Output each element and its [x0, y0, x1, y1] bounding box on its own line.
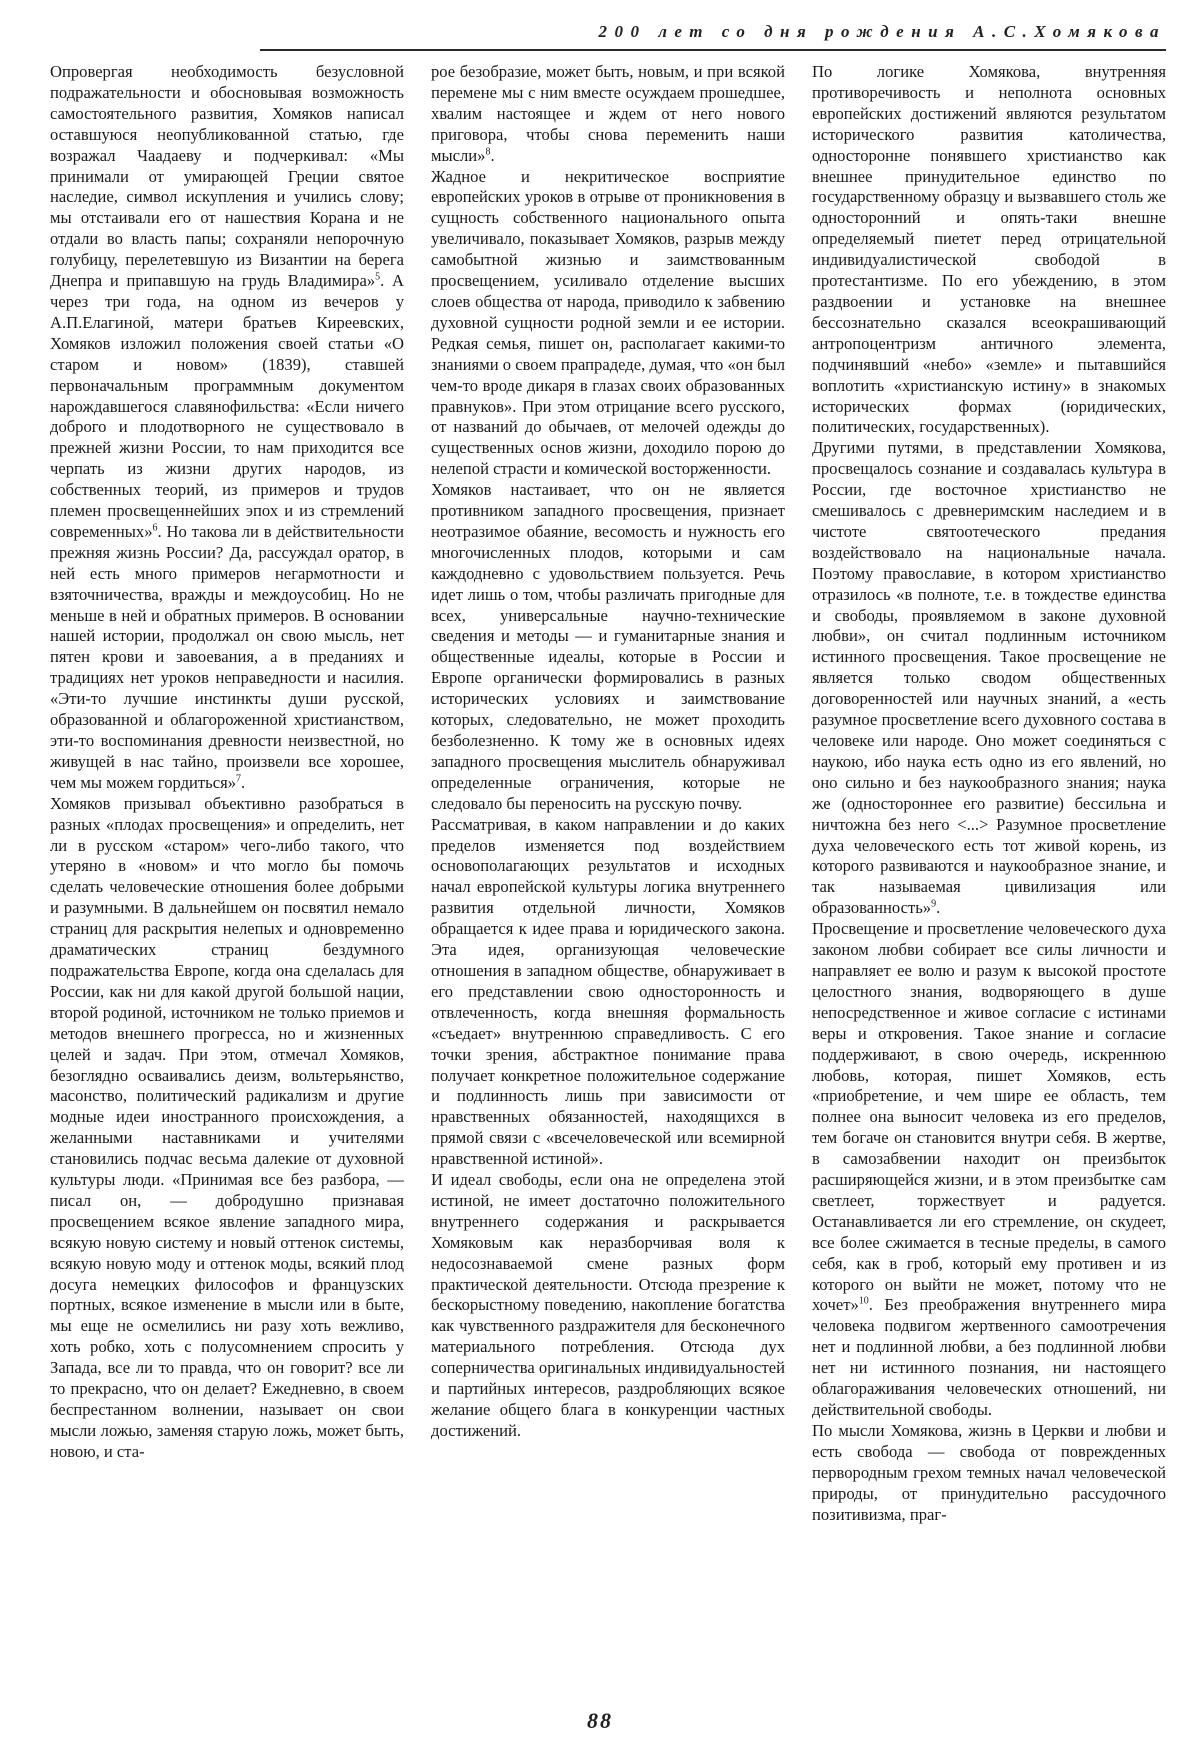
- paragraph: По логике Хомякова, внутренняя противоречивость и неполнота основных европейских достижений являются результатом исторического развития католичества, односторонне понявшего христианство как внешнее принудительное единство по государственному образцу и вызвавшего столь же односторонний и опять-таки внешне определяемый пиетет перед отрицательной индивидуалистической свободой в протестантизме. По его убеждению, в этом раздвоении и установке на внешнее бессознательно сказался всеокрашивающий антропоцентризм античного элемента, подчинявший «небо» «земле» и пытавшийся воплотить «христианскую истину» в знакомых исторических формах (юридических, политических, государственных).: [812, 62, 1166, 437]
- paragraph: Рассматривая, в каком направлении и до каких пределов изменяется под воздействием основополагающих результатов и исходных начал европейской культуры логика внутреннего развития отдельной личности, Хомяков обращается к идее права и юридического закона. Эта идея, организующая человеческие отношения в западном обществе, обнаруживает в его представлении свою односторонность и отвлеченность, когда внешняя формальность «съедает» внутреннюю справедливость. С его точки зрения, абстрактное понимание права получает конкретное положительное содержание и подлинность лишь при зависимости от нравственных обязанностей, находящихся в прямой связи с «всечеловеческой или всемирной нравственной истиной».: [431, 814, 785, 1169]
- page-number: 88: [587, 1708, 613, 1733]
- paragraph: Просвещение и просветление человеческого духа законом любви собирает все силы личности и направляет ее волю и разум к высокой простоте целостного знания, водворяющего в душе непосредственное и живое согласие с истинами веры и откровения. Такое знание и согласие поддерживают, в свою очередь, искреннюю любовь, которая, пишет Хомяков, есть «приобретение, и чем шире ее область, тем полнее она выносит человека из его пределов, тем богаче он становится внутри себя. В жертве, в самозабвении находит он преизбыток расширяющейся жизни, и в этом преизбытке сам светлеет, торжествует и радуется. Останавливается ли его стремление, он скудеет, все более сжимается в тесные пределы, в самого себя, как в гроб, который ему противен и из которого он выйти не может, потому что не хочет»$^{10}$. Без преображения внутреннего мира человека подвигом жертвенного самоотречения нет и подлинной любви, а без подлинной любви нет ни истинного познания, ни настоящего облагораживания человеческих отношений, ни действительной свободы.: [812, 919, 1166, 1419]
- running-head-text: 200 лет со дня рождения А.С.Хомякова: [598, 22, 1166, 41]
- paragraph: По мысли Хомякова, жизнь в Церкви и любви и есть свобода — свобода от поврежденных первородным грехом темных начал человеческой природы, от принудительно рассудочного позитивизма, праг-: [812, 1420, 1166, 1524]
- footnote-ref: 6: [152, 522, 158, 534]
- column-3: [812, 62, 1166, 1525]
- footnote-ref: 8: [485, 146, 491, 158]
- paragraph: Жадное и некритическое восприятие европейских уроков в отрыве от проникновения в сущность собственного национального опыта увеличивало, показывает Хомяков, разрыв между самобытной жизнью и заимствованным просвещением, усиливало отделение высших слоев общества от народа, приводило к забвению духовной сущности родной земли и ее истории. Редкая семья, пишет он, располагает какими-то знаниями о своем прапрадеде, думая, что «он был чем-то вроде дикаря в глазах своих образованных правнуков». При этом отрицание всего русского, от названий до обычаев, от мелочей одежды до существенных основ жизни, доходило порою до нелепой страсти и комической восторженности.: [431, 166, 785, 479]
- paragraph: И идеал свободы, если она не определена этой истиной, не имеет достаточно положительного внутреннего содержания и раскрывается Хомяковым как неразборчивая воля к недосознаваемой смене разных форм практической деятельности. Отсюда презрение к бескорыстному поведению, накопление богатства как чувственного раздражителя для бесконечного материального потребления. Отсюда дух соперничества оригинальных индивидуальностей и партийных интересов, раздробляющих всякое желание общего блага в конкуренции частных достижений.: [431, 1170, 785, 1440]
- running-head: [260, 21, 1166, 51]
- footnote-ref: 7: [236, 773, 242, 785]
- footnote-ref: 10: [858, 1295, 869, 1307]
- column-1: [50, 62, 404, 1525]
- paragraph: рое безобразие, может быть, новым, и при всякой перемене мы с ним вместе осуждаем прошедшее, хвалим настоящее и ждем от него нового приговора, чтобы снова переменить наши мысли»$^8$.: [431, 62, 785, 165]
- paragraph: Опровергая необходимость безусловной подражательности и обосновывая возможность самостоятельного развития, Хомяков написал оставшуюся неопубликованной статью, где возражал Чаадаеву и подчеркивал: «Мы принимали от умирающей Греции святое наследие, символ искупления и учились слову; мы отстаивали его от нашествия Корана и не отдали во власть папы; сохраняли непорочную голубицу, перелетевшую из Византии на берега Днепра и припавшую на грудь Владимира»$^5$. А через три года, на одном из вечеров у А.П.Елагиной, матери братьев Киреевских, Хомяков изложил положения своей статьи «О старом и новом» (1839), ставшей первоначальным программным документом нарождавшегося славянофильства: «Если ничего доброго и плодотворного не существовало в прежней жизни России, то нам приходится все черпать из жизни других народов, из собственных теорий, из примеров и трудов племен просвещеннейших эпох и из стремлений современных»$^6$. Но такова ли в действительности прежняя жизнь России? Да, рассуждал оратор, в ней есть много примеров негармотности и взяточничества, вражды и междоусобиц. Но не меньше в ней и обратных примеров. В основании нашей истории, продолжал он свою мысль, нет пятен крови и завоевания, а в преданиях и традициях нет уроков неправедности и насилия. «Эти-то лучшие инстинкты души русской, образованной и облагороженной христианством, эти-то воспоминания древности неизвестной, но живущей в нас тайно, произвели все хорошее, чем мы можем гордиться»$^7$.: [50, 62, 405, 792]
- column-2: [431, 62, 785, 1525]
- paragraph: Хомяков настаивает, что он не является противником западного просвещения, признает неотразимое обаяние, весомость и нужность его многочисленных плодов, которыми и сам каждодневно с удовольствием пользуется. Речь идет лишь о том, чтобы различать пригодные для всех, универсальные научно-технические сведения и методы — и гуманитарные знания и общественные идеалы, которые в России и Европе органически формировались в разных исторических условиях и заимствование которых, следовательно, не может проходить безболезненно. К тому же в основных идеях западного просвещения мыслитель обнаруживал определенные ограничения, которые не следовало бы переносить на русскую почву.: [431, 480, 785, 813]
- paragraph: Хомяков призывал объективно разобраться в разных «плодах просвещения» и определить, нет ли в русском «старом» чего-либо такого, что утеряно в «новом» и что могло бы помочь сделать человеческие отношения более добрыми и разумными. В дальнейшем он посвятил немало страниц для раскрытия нелепых и одновременно драматических страниц бездумного подражательства Европе, когда она сделалась для России, как ни для какой другой большой нации, второй родиной, источником не только приемов и методов внешнего прогресса, но и жизненных целей и задач. При этом, отмечал Хомяков, безоглядно осваивались деизм, вольтерьянство, масонство, политический радикализм и другие модные идеи иностранного происхождения, а желанными наставниками и учителями становились подчас весьма далекие от духовной культуры люди. «Принимая все без разбора, — писал он, — добродушно признавая просвещением всякое явление западного мира, всякую новую систему и новый оттенок системы, всякую новую моду и оттенок моды, всякий плод досуга немецких философов и французских портных, всякое изменение в мысли или в быте, мы еще не осмелились ни разу хоть вежливо, хоть робко, хоть с полусомнением спросить у Запада, все ли то правда, что он говорит? все ли то прекрасно, что он делает? Ежедневно, в своем беспрестанном волнении, называет он свои мысли ложью, заменяя старую ложь, может быть, новою, и ста-: [50, 793, 404, 1461]
- footnote-ref: 5: [375, 271, 381, 283]
- footnote-ref: 9: [931, 898, 937, 910]
- article-body: [50, 62, 1166, 1525]
- paragraph: Другими путями, в представлении Хомякова, просвещалось сознание и создавалась культура в России, где восточное христианство не смешивалось с древнеримским наследием и в чистоте святоотеческого предания воздействовало на национальные начала. Поэтому православие, в котором христианство отразилось «в полноте, т.е. в тождестве единства и свободы, проявляемом в законе духовной любви», он считал подлинным источником истинного просвещения. Такое просвещение не является только сводом общественных договоренностей или научных знаний, а «есть разумное просветление всего духовного состава в человеке или народе. Оно может соединяться с наукою, ибо наука есть одно из его явлений, но оно сильно и без наукообразного знания; наука же (одностороннее его развитие) бессильна и ничтожна без него <...> Разумное просветление духа человеческого есть тот живой корень, из которого развиваются и наукообразное знание, и так называемая цивилизация или образованность»$^9$.: [812, 438, 1166, 918]
